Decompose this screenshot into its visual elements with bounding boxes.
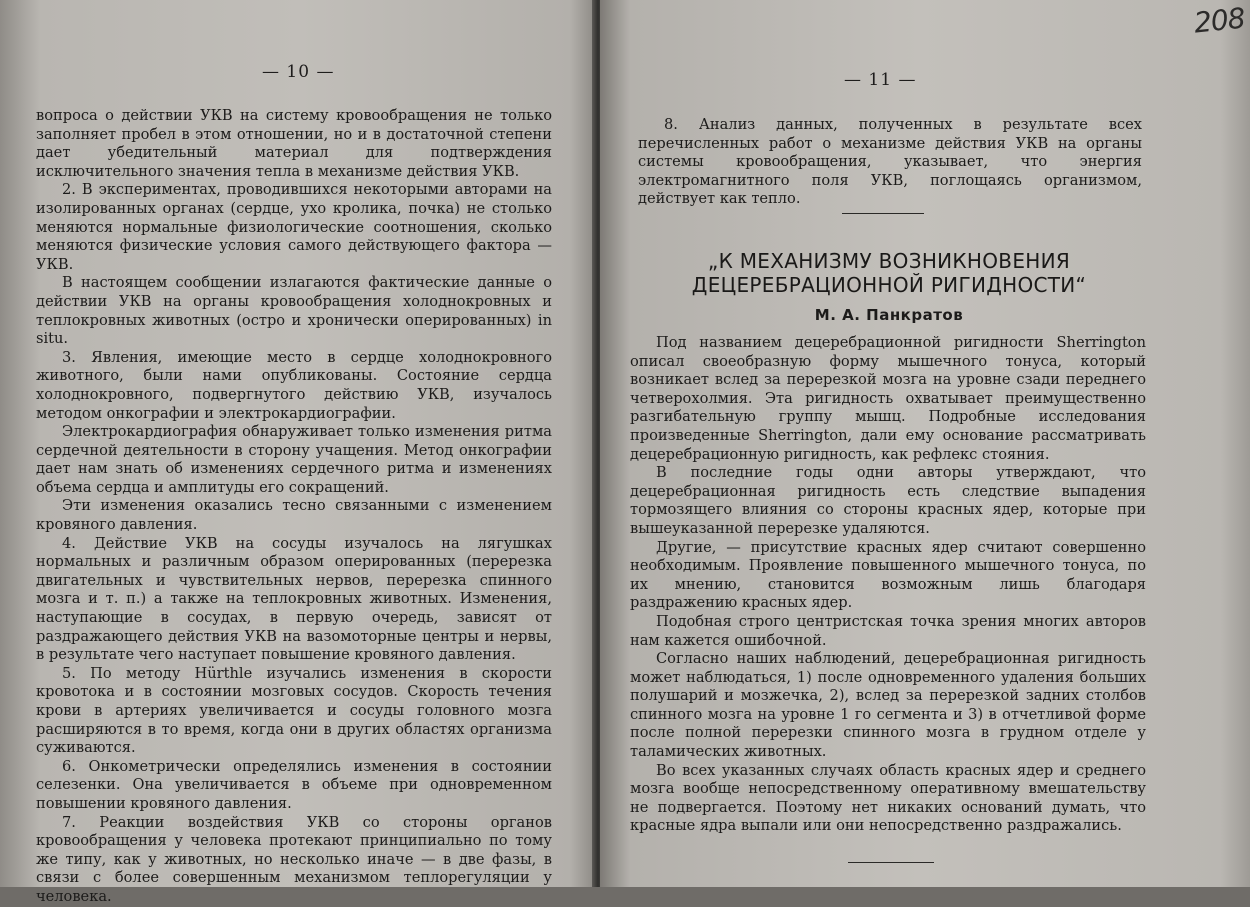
paragraph: Эти изменения оказались тесно связанными с изменением кровяного давления. [36,497,552,534]
paragraph: 7. Реакции воздействия УКВ со стороны органов кровообращения у человека протекают принципиально по тому же типу, как у животных, но несколько иначе — в две фазы, в связи с более совершенным механизмом теплорегуляции у человека. [36,813,552,905]
paragraph: Во всех указанных случаях область красных ядер и среднего мозга вообще непосредственному оперативному вмешательству не подвергается. Поэтому нет никаких оснований думать, что красные ядра выпали или они непосредственно раздражались. [630,761,1146,835]
paragraph: Под названием децеребрационной ригидности Sherrington описал своеобразную форму мышечного тонуса, который возникает вслед за перерезкой мозга на уровне сзади переднего четверохолмия. Эта ригидность охватывает преимущественно разгибательную группу мышц. Подробные исследования произведенные Sherrington, дали ему основание рассматривать децеребрационную ригидность, как рефлекс стояния. [630,334,1146,463]
left-page [0,0,596,905]
paragraph: 3. Явления, имеющие место в сердце холоднокровного животного, были нами опубликованы. Состояние сердца холоднокровного, подвергнутого действию УКВ, изучалось методом онкографии и электрокардиографии. [36,348,552,422]
article-title: „К МЕХАНИЗМУ ВОЗНИКНОВЕНИЯ ДЕЦЕРЕБРАЦИОННОЙ РИГИДНОСТИ“ [691,249,1087,297]
page-number-left: — 10 — [262,62,335,82]
closing-paragraph-block [638,116,1142,209]
paragraph: В настоящем сообщении излагаются фактические данные о действии УКВ на органы кровообращения холоднокровных и теплокровных животных (остро и хронически оперированных) in situ. [36,274,552,348]
left-page-text [36,107,552,907]
paragraph: 2. В экспериментах, проводившихся некоторыми авторами на изолированных органах (сердце, ухо кролика, почка) не столько меняются нормальные физиологические соотношения, сколько меняются физические условия самого действующего фактора — УКВ. [36,181,552,273]
paragraph: 5. По методу Hürthle изучались изменения в скорости кровотока и в состоянии мозговых сосудов. Скорость течения крови в артериях увеличивается и сосуды головного мозга расширяются в то время, когда они в других областях организма суживаются. [36,664,552,757]
paragraph: В последние годы одни авторы утверждают, что децеребрационная ригидность есть следствие выпадения тормозящего влияния со стороны красных ядер, которые при вышеуказанной перерезке удаляются. [630,464,1146,537]
paragraph: Подобная строго центристская точка зрения многих авторов нам кажется ошибочной. [630,612,1146,649]
article-text [630,334,1146,836]
paragraph: вопроса о действии УКВ на систему кровообращения не только заполняет пробел в этом отношении, но и в достаточной степени дает убедительный материал для подтверждения исключительного значения тепла в механизме действия УКВ. [36,107,552,180]
end-divider [848,862,934,863]
paragraph: Электрокардиография обнаруживает только изменения ритма сердечной деятельности в сторону учащения. Метод онкографии дает нам знать об изменениях сердечного ритма и изменениях объема сердца и амплитуды его сокращений. [36,423,552,496]
page-number-right: — 11 — [844,70,917,90]
paragraph: 4. Действие УКВ на сосуды изучалось на лягушках нормальных и различным образом оперированных (перерезка двигательных и чувствительных нервов, перерезка спинного мозга и т. п.) а также на теплокровных животных. Изменения, наступающие в сосудах, в первую очередь, зависят от раздражающего действия УКВ на вазомоторные центры и нервы, в результате чего наступает повышение кровяного давления. [36,534,552,664]
paragraph: 8. Анализ данных, полученных в результате всех перечисленных работ о механизме действия УКВ на органы системы кровообращения, указывает, что энергия электромагнитного поля УКВ, поглощаясь организмом, действует как тепло. [638,116,1142,208]
archive-number: 208 [1191,1,1246,40]
paragraph: 6. Онкометрически определялись изменения в состоянии селезенки. Она увеличивается в объеме при одновременном повышении кровяного давления. [36,757,552,812]
right-page [600,0,1250,887]
article-author: М. А. Панкратов [814,306,964,324]
section-divider [842,213,924,214]
paragraph: Согласно наших наблюдений, децеребрационная ригидность может наблюдаться, 1) после одновременного удаления больших полушарий и мозжечка, 2), вслед за перерезкой задних столбов спинного мозга на уровне 1 го сегмента и 3) в отчетливой форме после полной перерезки спинного мозга в грудном отделе у таламических животных. [630,650,1146,761]
paragraph: Другие, — присутствие красных ядер считают совершенно необходимым. Проявление повышенного мышечного тонуса, по их мнению, становится возможным лишь благодаря раздражению красных ядер. [630,538,1146,612]
